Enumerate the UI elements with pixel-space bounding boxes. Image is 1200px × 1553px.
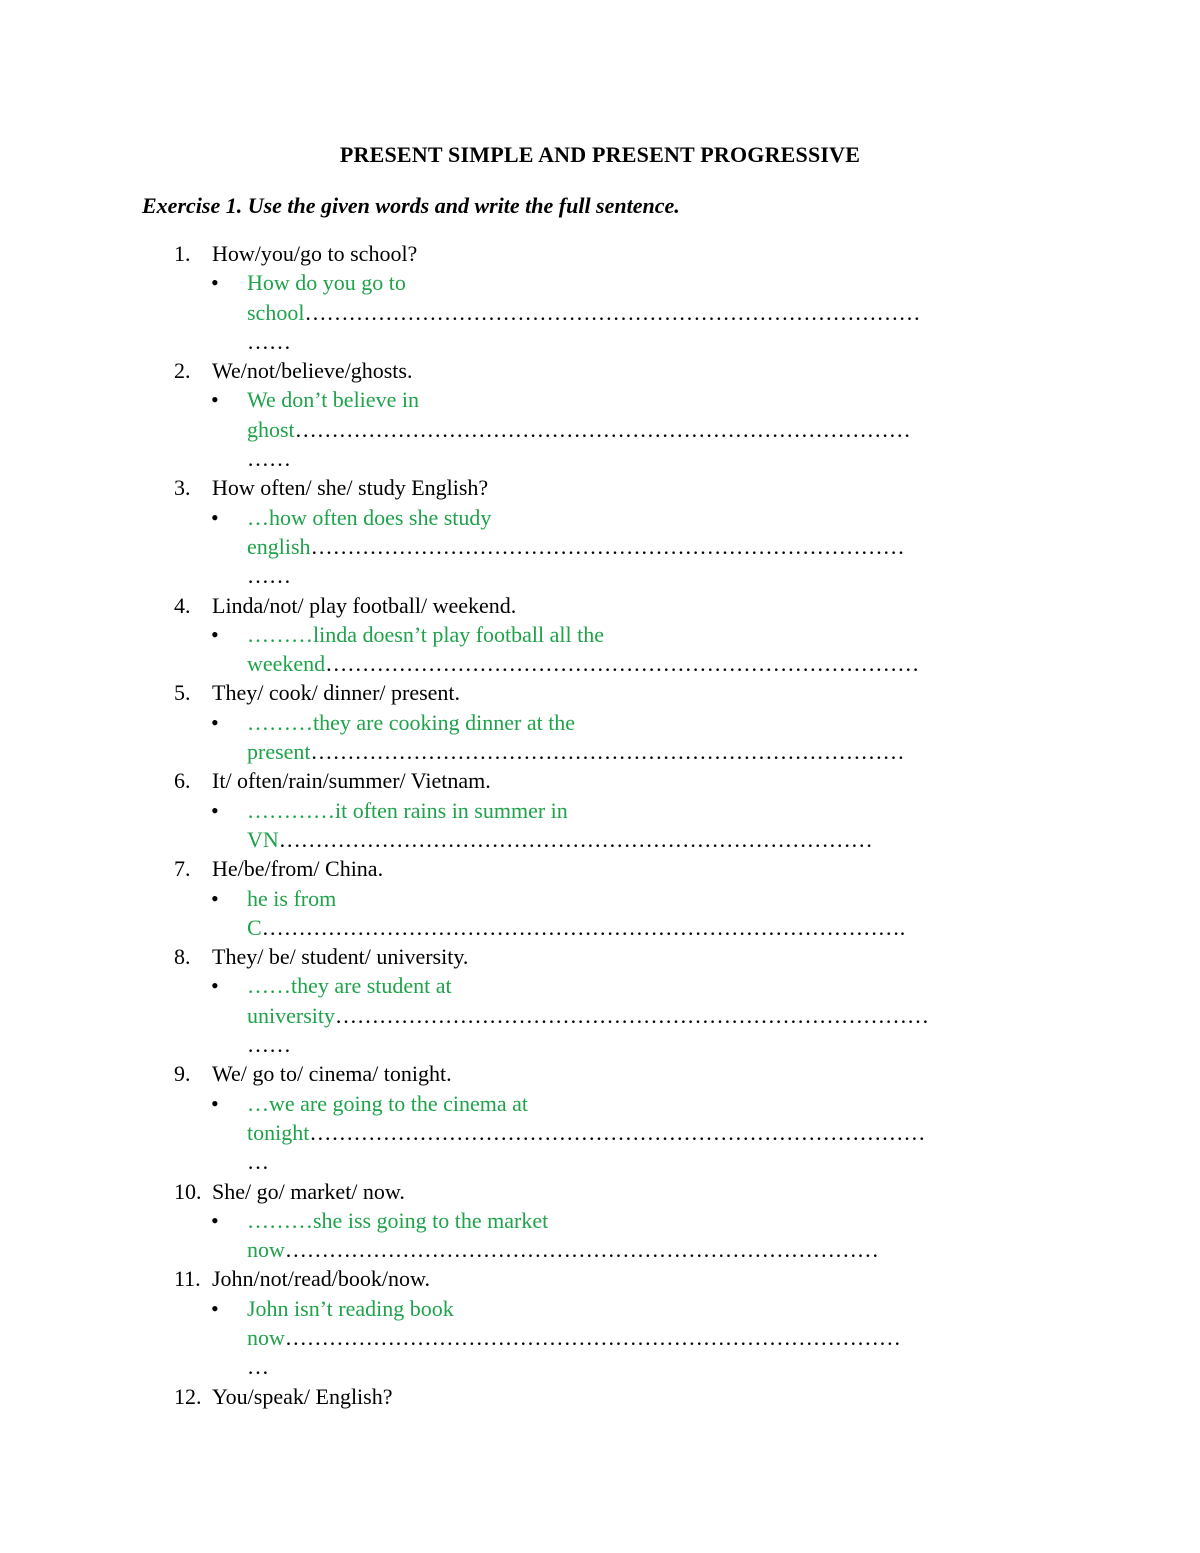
question-item bbox=[0, 591, 1200, 679]
question-prompt: He/be/from/ China. bbox=[212, 856, 384, 882]
answer-block bbox=[0, 268, 1067, 356]
answer-line: ghost bbox=[247, 416, 295, 442]
answer-block bbox=[0, 1294, 1067, 1382]
question-item bbox=[0, 473, 1200, 590]
question-prompt: How/you/go to school? bbox=[212, 241, 418, 266]
question-number: 9. bbox=[174, 1061, 191, 1087]
question-prompt: It/ often/rain/summer/ Vietnam. bbox=[212, 768, 491, 794]
question-list bbox=[0, 239, 1200, 1411]
answer-line: …………it often rains in summer in bbox=[247, 797, 568, 823]
answer-line: ………she iss going to the market bbox=[247, 1207, 549, 1233]
question-prompt: How often/ she/ study English? bbox=[212, 475, 489, 501]
question-number: 2. bbox=[174, 358, 191, 384]
bullet-icon: • bbox=[211, 885, 219, 911]
answer-line: now bbox=[247, 1237, 285, 1263]
question-prompt: We/not/believe/ghosts. bbox=[212, 358, 413, 384]
question-number: 12. bbox=[174, 1383, 202, 1409]
question-item bbox=[0, 678, 1200, 766]
bullet-icon: • bbox=[211, 270, 219, 296]
answer-line: …we are going to the cinema at bbox=[247, 1090, 529, 1116]
answer-line: present bbox=[247, 739, 311, 765]
question-prompt: They/ cook/ dinner/ present. bbox=[212, 680, 461, 706]
answer-line: weekend bbox=[247, 651, 326, 677]
answer-block bbox=[0, 708, 1067, 767]
dotted-line: … bbox=[247, 1354, 269, 1380]
question-item bbox=[0, 1177, 1200, 1265]
question-number: 1. bbox=[174, 241, 191, 266]
answer-block bbox=[0, 1206, 1067, 1265]
question-number: 8. bbox=[174, 944, 191, 970]
question-item bbox=[0, 356, 1200, 473]
answer-line: …how often does she study bbox=[247, 504, 492, 530]
question-prompt: She/ go/ market/ now. bbox=[212, 1178, 405, 1204]
answer-line: he is from bbox=[247, 885, 337, 911]
dotted-line: …… bbox=[247, 563, 291, 589]
dotted-line: ……………………………………………………………………… bbox=[325, 651, 920, 677]
question-item bbox=[0, 1382, 1200, 1411]
question-number: 10. bbox=[174, 1178, 202, 1204]
dotted-line: ………………………………………………………………………… bbox=[294, 416, 911, 442]
dotted-line: …… bbox=[247, 1032, 291, 1058]
bullet-icon: • bbox=[211, 621, 219, 647]
dotted-line: ………………………………………………………………………… bbox=[309, 1119, 926, 1145]
exercise-heading: Exercise 1. Use the given words and write the full sentence. bbox=[142, 193, 680, 218]
dotted-line: ……………………………………………………………………… bbox=[284, 1237, 879, 1263]
bullet-icon: • bbox=[211, 1295, 219, 1321]
answer-block bbox=[0, 620, 1067, 679]
dotted-line: …… bbox=[247, 446, 291, 472]
question-prompt: Linda/not/ play football/ weekend. bbox=[212, 592, 517, 618]
answer-line: now bbox=[247, 1324, 285, 1350]
answer-line: university bbox=[247, 1002, 335, 1028]
dotted-line: ………………………………………………………………………… bbox=[304, 299, 921, 325]
question-number: 11. bbox=[174, 1266, 201, 1292]
question-item bbox=[0, 1264, 1200, 1381]
dotted-line: ……………………………………………………………………… bbox=[310, 739, 905, 765]
question-prompt: We/ go to/ cinema/ tonight. bbox=[212, 1061, 452, 1087]
dotted-line: … bbox=[247, 1149, 269, 1175]
question-item bbox=[0, 1059, 1200, 1176]
question-prompt: John/not/read/book/now. bbox=[212, 1266, 430, 1292]
question-prompt: They/ be/ student/ university. bbox=[212, 944, 469, 970]
page-title: PRESENT SIMPLE AND PRESENT PROGRESSIVE bbox=[339, 142, 861, 167]
question-number: 4. bbox=[174, 592, 191, 618]
answer-line: VN bbox=[247, 826, 279, 852]
question-number: 3. bbox=[174, 475, 191, 501]
question-number: 7. bbox=[174, 856, 191, 882]
bullet-icon: • bbox=[211, 709, 219, 735]
dotted-line: ……………………………………………………………………… bbox=[335, 1002, 929, 1028]
question-number: 6. bbox=[174, 768, 191, 794]
answer-block bbox=[0, 971, 1067, 1059]
bullet-icon: • bbox=[211, 387, 219, 413]
answer-block bbox=[0, 796, 1067, 855]
dotted-line: ……………………………………………………………………… bbox=[278, 826, 873, 852]
question-prompt: You/speak/ English? bbox=[212, 1383, 393, 1409]
answer-block bbox=[0, 503, 1067, 591]
answer-line: school bbox=[247, 299, 305, 325]
answer-line: ………they are cooking dinner at the bbox=[247, 709, 576, 735]
answer-line: ……they are student at bbox=[247, 973, 452, 999]
answer-line: ………linda doesn’t play football all the bbox=[247, 621, 605, 647]
answer-line: tonight bbox=[247, 1119, 310, 1145]
dotted-line: …… bbox=[247, 328, 291, 354]
dotted-line: ………………………………………………………………………… bbox=[284, 1324, 901, 1350]
bullet-icon: • bbox=[211, 797, 219, 823]
bullet-icon: • bbox=[211, 973, 219, 999]
bullet-icon: • bbox=[211, 1090, 219, 1116]
question-item bbox=[0, 942, 1200, 1059]
answer-line: english bbox=[247, 533, 311, 559]
question-number: 5. bbox=[174, 680, 191, 706]
answer-line: We don’t believe in bbox=[247, 387, 419, 413]
answer-block bbox=[0, 385, 1067, 473]
answer-block bbox=[0, 884, 1067, 943]
question-item bbox=[0, 766, 1200, 854]
question-item bbox=[0, 854, 1200, 942]
answer-line: John isn’t reading book bbox=[247, 1295, 454, 1321]
bullet-icon: • bbox=[211, 1207, 219, 1233]
answer-line: How do you go to bbox=[247, 270, 406, 296]
dotted-line: ……………………………………………………………………… bbox=[310, 533, 905, 559]
bullet-icon: • bbox=[211, 504, 219, 530]
dotted-line: ……………………………………………………………………………. bbox=[261, 914, 906, 940]
answer-line: C bbox=[247, 914, 262, 940]
question-item bbox=[0, 239, 1200, 356]
answer-block bbox=[0, 1089, 1067, 1177]
